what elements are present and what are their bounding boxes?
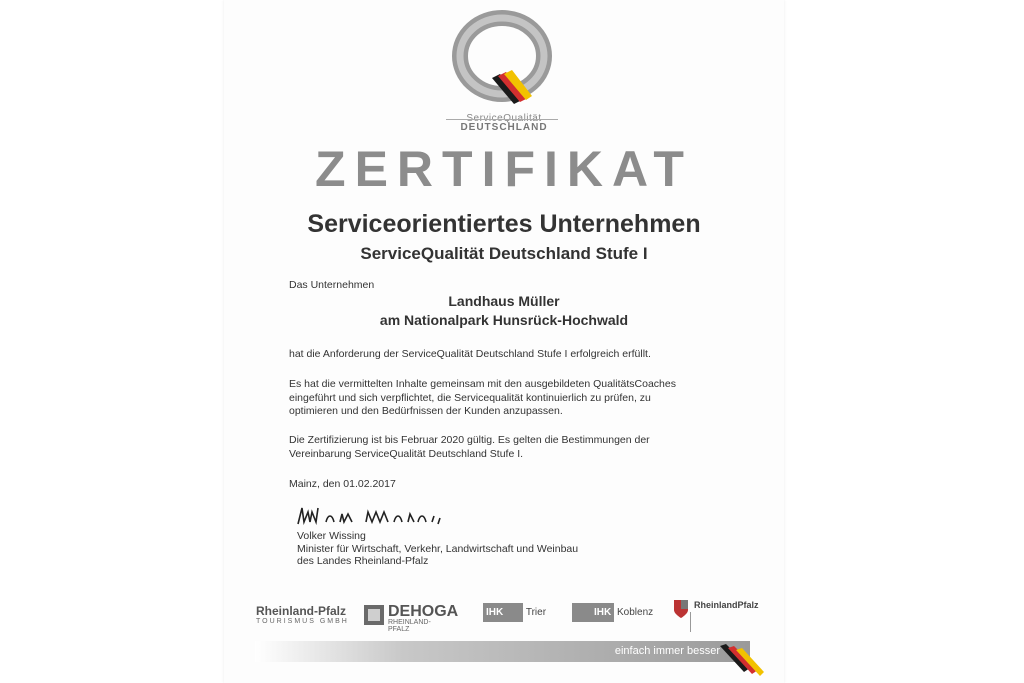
paragraph-2-line-1: Es hat die vermittelten Inhalte gemeinsam mit den ausgebildeten QualitätsCoaches bbox=[289, 378, 676, 390]
servicequalitaet-logo-icon bbox=[452, 10, 552, 112]
dehoga-name: DEHOGA bbox=[388, 603, 459, 620]
logo-rlp-tourismus bbox=[256, 604, 349, 625]
certificate-subheading: ServiceQualität Deutschland Stufe I bbox=[360, 244, 648, 263]
flag-ribbon-icon bbox=[718, 644, 764, 682]
certificate-heading: Serviceorientiertes Unternehmen bbox=[307, 210, 701, 238]
logo-ihk-trier bbox=[483, 603, 546, 622]
ihk-koblenz-name: Koblenz bbox=[617, 607, 654, 618]
company-location: am Nationalpark Hunsrück-Hochwald bbox=[379, 312, 629, 328]
slogan-text: einfach immer besser bbox=[614, 645, 720, 657]
company-name: Landhaus Müller bbox=[448, 293, 560, 309]
signatory-role-line-1: Minister für Wirtschaft, Verkehr, Landwirtschaft und Weinbau bbox=[297, 542, 579, 555]
logo-divider bbox=[446, 119, 558, 120]
dehoga-sub: RHEINLAND-PFALZ bbox=[388, 619, 431, 633]
rlp-tourismus-sub: TOURISMUS GMBH bbox=[256, 618, 349, 625]
logo-text-line2: DEUTSCHLAND bbox=[460, 122, 548, 133]
certificate-title: ZERTIFIKAT bbox=[315, 141, 693, 197]
logo-ihk-koblenz bbox=[572, 603, 653, 622]
ihk-koblenz-badge: IHK bbox=[572, 603, 614, 622]
signatory-name: Volker Wissing bbox=[297, 530, 366, 542]
ministry-name: RheinlandPfalz bbox=[694, 600, 759, 610]
paragraph-2-line-2: eingeführt und sich verpflichtet, die Servicequalität kontinuierlich zu prüfen, zu bbox=[289, 391, 651, 404]
ihk-trier-name: Trier bbox=[525, 607, 547, 618]
signature-icon bbox=[294, 500, 474, 532]
rlp-tourismus-name: Rheinland-Pfalz bbox=[256, 604, 347, 618]
signatory-block bbox=[297, 530, 578, 568]
paragraph-3-line-1: Die Zertifizierung ist bis Februar 2020 gültig. Es gelten die Bestimmungen der bbox=[289, 434, 650, 446]
signatory-role-line-2: des Landes Rheinland-Pfalz bbox=[297, 555, 429, 567]
ministry-divider bbox=[690, 612, 691, 632]
paragraph-3 bbox=[289, 434, 650, 461]
paragraph-2-line-3: optimieren und den Bedürfnissen der Kunden anzupassen. bbox=[289, 405, 563, 417]
paragraph-1: hat die Anforderung der ServiceQualität Deutschland Stufe I erfolgreich erfüllt. bbox=[289, 348, 651, 360]
paragraph-2 bbox=[289, 378, 676, 419]
ihk-trier-badge: IHK bbox=[483, 603, 523, 622]
intro-text: Das Unternehmen bbox=[289, 279, 375, 291]
paragraph-3-line-2: Vereinbarung ServiceQualität Deutschland Stufe I. bbox=[289, 447, 524, 460]
certificate-page bbox=[224, 0, 784, 683]
coat-of-arms-icon bbox=[674, 600, 688, 618]
dehoga-icon bbox=[364, 605, 384, 625]
place-date: Mainz, den 01.02.2017 bbox=[289, 478, 396, 490]
